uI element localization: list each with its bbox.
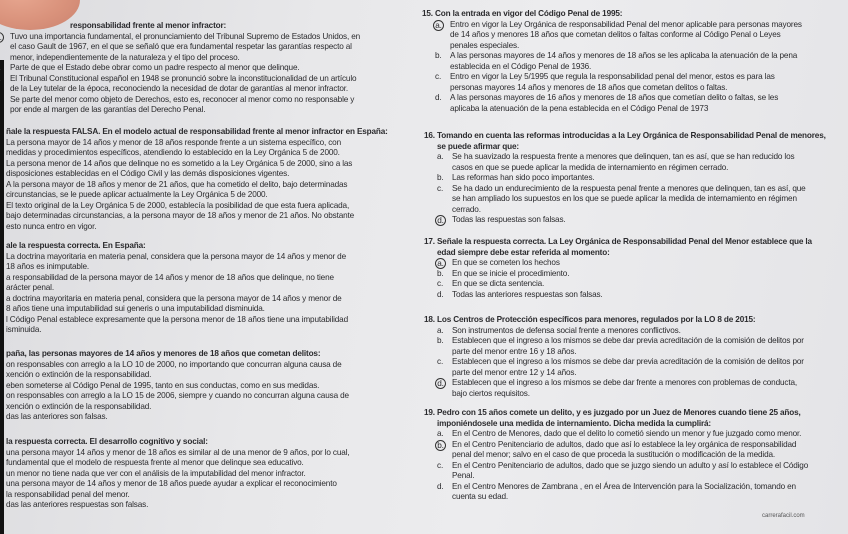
answer-option [6, 273, 348, 294]
header-line: Señale la respuesta correcta. La Ley Orgánica de Responsabilidad Penal del Menor establece que la [437, 237, 812, 246]
option-line: Son instrumentos de defensa social frente a menores conflictivos. [452, 325, 681, 335]
option-marker [0, 63, 2, 74]
option-line: establecida en el Código Penal de 1936. [450, 61, 592, 71]
option-line: disposiciones establecidas en el Código Civil y las demás disposiciones vigentes. [6, 169, 290, 178]
option-line: Las reformas han sido poco importantes. [452, 173, 595, 182]
answer-option [437, 152, 826, 173]
answer-option [437, 439, 808, 461]
answer-option [6, 391, 349, 412]
header-line: imponiéndosele una medida de internamiento. Dicha medida la cumplirá: [437, 418, 711, 428]
option-line: el caso Gault de 1967, en el que se señaló que era fundamental respetar las garantías respecto al [10, 42, 352, 51]
option-line: Penal. [452, 471, 475, 480]
answer-option [10, 74, 360, 95]
option-line: bajo determinadas circunstancias, a la persona mayor de 18 años y menor de 21 años. No obstante [6, 211, 355, 220]
option-line: de la Ley tutelar de la época, reconociendo la necesidad de dotar de garantías al menor infractor. [10, 84, 349, 93]
option-line: das las anteriores respuestas son falsas. [6, 500, 149, 509]
answer-option [6, 360, 349, 381]
option-marker: a. [437, 152, 444, 161]
option-line: de 14 años y menores 18 años que cometan delitos o faltas conforme al Código Penal o Leyes [450, 30, 781, 39]
question-16 [424, 131, 826, 226]
option-line: La persona menor de 14 años que delinque no es sometido a la Ley Orgánica 5 de 2000, sino a las [6, 158, 353, 168]
header-line: edad siempre debe estar referida al momento: [437, 247, 610, 257]
option-line: Se ha dado un endurecimiento de la respuesta penal frente a menores que delinquen, tan es así, que [452, 183, 806, 193]
option-line: una persona mayor 14 años y menor de 18 años es similar al de una menor de 9 años, por lo cual, [6, 447, 350, 457]
option-line: En el Centro de Menores, dado que el delito lo cometió siendo un menor y fue juzgado como menor. [452, 429, 802, 438]
option-line: En que se inicie el procedimiento. [452, 268, 570, 278]
option-line: Establecen que el ingreso a los mismos se debe dar previa acreditación de la comisión de delitos por [452, 336, 804, 345]
option-line: se han ampliado los supuestos en los que se puede aplicar la medida de internamiento en régimen [452, 194, 797, 203]
option-line: A las personas mayores de 14 años y menores de 18 años se les aplicaba la atenuación de la pena [450, 51, 798, 60]
option-marker: c. [437, 279, 444, 288]
answer-option [437, 183, 826, 216]
option-line: En el Centro Penitenciario de adultos, dado que se juzgo siendo un adulto y así lo establece el Código [452, 460, 809, 470]
circled-answer-marker: d. [435, 378, 446, 389]
answer-option [6, 294, 348, 315]
circled-answer-marker: b. [435, 440, 446, 451]
option-line: a doctrina mayoritaria en materia penal, considera que la persona mayor de 14 años y menor de [6, 293, 342, 303]
option-line: El Tribunal Constitucional español en 1948 se pronunció sobre la inconstitucionalidad de un artículo [10, 73, 357, 83]
answer-option [6, 252, 348, 273]
option-line: En que se dicta sentencia. [452, 279, 545, 288]
question-number: 18. [424, 315, 435, 324]
option-line: Entro en vigor la Ley Orgánica de responsabilidad Penal del menor aplicable para personas mayores [450, 19, 802, 29]
question-header [424, 408, 808, 429]
answer-option [10, 95, 360, 116]
option-marker: b. [437, 173, 444, 182]
question-header [424, 315, 804, 326]
option-line: A la persona mayor de 18 años y menor de 21 años, que ha cometido el delito, bajo determinadas [6, 179, 348, 189]
answer-option [435, 51, 802, 72]
question-header [422, 9, 802, 20]
option-line: Se ha suavizado la respuesta frente a menores que delinquen, tan es así, que se han reducido los [452, 152, 795, 161]
option-line: isminuida. [6, 325, 42, 334]
option-line: circunstancias, se le puede aplicar actualmente la Ley Orgánica 5 de 2000. [6, 190, 268, 199]
option-line: 18 años es inimputable. [6, 262, 90, 271]
question-left-5 [6, 437, 349, 511]
answer-option [10, 32, 360, 64]
option-line: xención o extinción de la responsabilidad. [6, 401, 152, 411]
question-15 [422, 9, 802, 114]
question-header [424, 131, 826, 152]
question-number: 19. [424, 408, 435, 417]
question-number: 16. [424, 131, 435, 140]
answer-option [6, 315, 348, 336]
option-marker: c. [437, 460, 444, 470]
watermark: carrerafacil.com [762, 513, 805, 519]
answer-option [6, 412, 349, 423]
question-17 [424, 237, 812, 300]
answer-option [437, 429, 808, 440]
option-line: parte del menor entre 16 y 18 años. [452, 346, 577, 356]
answer-option [6, 500, 349, 511]
answer-option [437, 357, 804, 378]
option-line: Establecen que el ingreso a los mismos se debe dar previa acreditación de la comisión de delitos por [452, 357, 804, 366]
answer-option [437, 215, 826, 226]
answer-option [437, 279, 812, 290]
answer-option [10, 63, 360, 74]
option-line: penal del menor; salvo en el caso de que proceda la sustitución o modificación de la medida. [452, 450, 776, 459]
question-header [6, 437, 349, 448]
option-line: personas mayores 14 años y menores de 18 años que cometan delitos o faltas. [450, 82, 728, 92]
option-line: das las anteriores son falsas. [6, 412, 108, 421]
page-edge-shadow [0, 60, 4, 534]
circled-answer-marker: a. [433, 20, 444, 31]
option-line: menor, independientemente de la naturaleza y el tipo del proceso. [10, 52, 240, 62]
header-line: Los Centros de Protección específicos para menores, regulados por la LO 8 de 2015: [437, 315, 756, 324]
header-line: se puede afirmar que: [437, 141, 519, 151]
question-header [424, 237, 812, 258]
option-line: eben someterse al Código Penal de 1995, tanto en sus conductas, como en sus medidas. [6, 380, 320, 390]
option-line: Establecen que el ingreso a los mismos se debe dar frente a menores con problemas de conducta, [452, 378, 797, 387]
option-line: a responsabilidad de la persona mayor de 14 años y menor de 18 años que delinque, no tiene [6, 272, 334, 282]
answer-option [437, 378, 804, 399]
header-line: responsabilidad frente al menor infractor: [70, 21, 227, 30]
option-line: esto nunca entro en vigor. [6, 221, 97, 231]
question-number: 15. [422, 9, 433, 18]
option-line: penales especiales. [450, 40, 520, 50]
header-line: Con la entrada en vigor del Código Penal de 1995: [435, 9, 623, 18]
option-line: xención o extinción de la responsabilidad. [6, 370, 152, 379]
option-marker: c. [437, 183, 444, 193]
option-line: arácter penal. [6, 283, 54, 292]
option-line: En que se cometen los hechos [452, 258, 560, 267]
option-marker [0, 74, 1, 85]
option-line: un menor no tiene nada que ver con el análisis de la imputabilidad del menor infractor. [6, 468, 306, 478]
answer-option [435, 72, 802, 93]
option-marker: d. [437, 289, 444, 299]
question-number: 17. [424, 237, 435, 246]
header-line: paña, las personas mayores de 14 años y menores de 18 años que cometan delitos: [6, 349, 321, 358]
answer-option [437, 460, 809, 482]
option-line: l Código Penal establece expresamente que la persona menor de 18 años tiene una imputabilidad [6, 314, 348, 324]
option-line: Entro en vigor la Ley 5/1995 que regula la responsabilidad penal del menor, estos es para las [450, 72, 775, 81]
option-line: Se parte del menor como objeto de Derechos, esto es, reconocer al menor como no responsable y [10, 94, 355, 104]
option-line: A las personas mayores de 16 años y menores de 18 años que cometían delito o faltas, se les [450, 93, 779, 102]
option-line: parte del menor entre 12 y 14 años. [452, 367, 577, 377]
option-line: El texto original de la Ley Orgánica 5 de 2000, establecía la posibilidad de que esta fuera aplicada, [6, 200, 350, 210]
answer-option [6, 159, 388, 180]
question-left-1 [10, 21, 360, 116]
answer-option [435, 93, 802, 114]
answer-option [437, 173, 826, 184]
option-line: Parte de que el Estado debe obrar como un padre respecto al menor que delinque. [10, 63, 300, 72]
header-line: la respuesta correcta. El desarrollo cognitivo y social: [6, 437, 208, 446]
answer-option [437, 268, 812, 280]
answer-option [6, 138, 388, 159]
option-line: Todas las anteriores respuestas son falsas. [452, 289, 603, 299]
option-line: casos en que se puede aplicar la medida de internamiento en régimen cerrado. [452, 162, 729, 172]
answer-option [6, 448, 349, 469]
answer-option [6, 469, 349, 480]
circled-answer-marker [0, 32, 4, 43]
header-line: ale la respuesta correcta. En España: [6, 241, 146, 250]
question-left-3 [6, 241, 348, 336]
option-marker: b. [435, 51, 442, 60]
option-line: Tuvo una importancia fundamental, el pronunciamiento del Tribunal Supremo de Estados Unidos, en [10, 31, 361, 41]
header-line: ñale la respuesta FALSA. En el modelo actual de responsabilidad frente al menor infractor en España: [6, 127, 388, 136]
option-line: cuenta su edad. [452, 492, 509, 501]
answer-option [437, 258, 812, 269]
option-line: on responsables con arreglo a la LO 10 de 2000, no importando que concurran alguna causa de [6, 359, 342, 369]
option-line: cerrado. [452, 204, 481, 214]
answer-option [437, 325, 804, 337]
answer-option [6, 479, 349, 500]
option-line: En el Centro Penitenciario de adultos, dado que así lo establece la ley orgánica de responsabilidad [452, 439, 797, 449]
question-header [6, 241, 348, 252]
option-marker: b. [437, 268, 444, 278]
option-line: 8 años tiene una imputabilidad sui generis o una imputabilidad disminuida. [6, 304, 265, 313]
option-line: bajo ciertos requisitos. [452, 388, 530, 398]
option-line: por ende al margen de las garantías del Derecho Penal. [10, 105, 206, 114]
question-header [70, 21, 360, 32]
answer-option [435, 19, 802, 52]
circled-answer-marker: d. [435, 215, 446, 226]
answer-option [437, 289, 812, 301]
answer-option [6, 381, 349, 392]
question-left-2 [6, 127, 388, 232]
option-line: La doctrina mayoritaria en materia penal, considera que la persona mayor de 14 años y menor de [6, 251, 346, 261]
answer-option [6, 201, 388, 233]
answer-option [437, 336, 804, 357]
option-line: aplicaba la atenuación de la pena establecida en el Código Penal de 1973 [450, 103, 709, 113]
option-line: La persona mayor de 14 años y menor de 18 años responde frente a un sistema específico, con [6, 137, 341, 147]
question-left-4 [6, 349, 349, 423]
option-marker: c. [437, 357, 444, 366]
option-marker: b. [437, 336, 444, 345]
option-marker: a. [437, 429, 444, 438]
option-marker: d. [437, 481, 444, 491]
header-line: Tomando en cuenta las reformas introducidas a la Ley Orgánica de Responsabilidad Penal de menores, [437, 131, 826, 140]
option-line: una persona mayor de 14 años y menor de 18 años puede ayudar a explicar el reconocimiento [6, 479, 337, 488]
option-line: fundamental que el modelo de respuesta frente al menor que delinque sea educativo. [6, 458, 304, 467]
question-header [6, 349, 349, 360]
option-marker: c. [435, 72, 442, 81]
option-line: on responsables con arreglo a la LO 15 de 2006, siempre y cuando no concurran alguna causa de [6, 391, 349, 400]
question-19 [424, 408, 809, 503]
option-line: En el Centro Menores de Zambrana , en el Área de Intervención para la Socialización, tomando en [452, 481, 796, 491]
header-line: Pedro con 15 años comete un delito, y es juzgado por un Juez de Menores cuando tiene 25 años, [437, 408, 801, 417]
option-line: Todas las respuestas son falsas. [452, 215, 566, 224]
option-marker: d. [435, 93, 442, 102]
circled-answer-marker: a. [435, 258, 446, 269]
question-header [6, 127, 388, 138]
question-18 [424, 315, 804, 399]
option-marker: a. [437, 325, 444, 335]
answer-option [437, 481, 808, 503]
option-line: la responsabilidad penal del menor. [6, 489, 130, 499]
answer-option [6, 180, 388, 201]
option-line: medidas y procedimientos específicos, atendiendo lo establecido en la Ley Orgánica 5 de 2000. [6, 148, 340, 157]
